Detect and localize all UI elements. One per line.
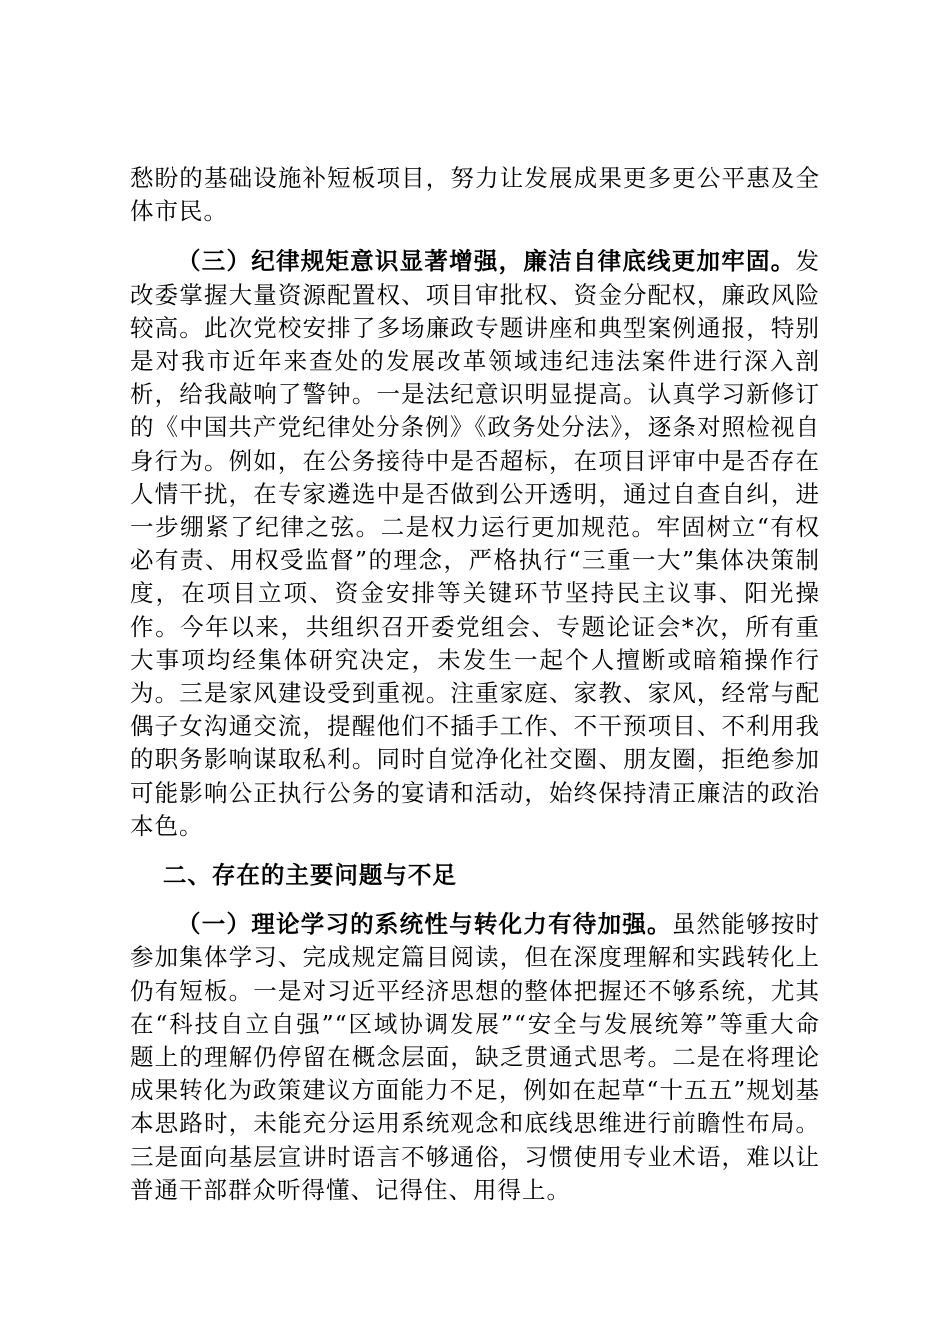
paragraph-continuation: 愁盼的基础设施补短板项目，努力让发展成果更多更公平惠及全体市民。 <box>130 164 820 226</box>
paragraph-theory-study <box>130 908 820 1207</box>
section-heading-problems: 二、存在的主要问题与不足 <box>162 861 457 890</box>
paragraph-theory-study-heading: （一）理论学习的系统性与转化力有待加强。 <box>177 910 672 939</box>
paragraph-discipline-body: 发改委掌握大量资源配置权、项目审批权、资金分配权，廉政风险较高。此次党校安排了多场廉政专题讲座和典型案例通报，特别是对我市近年来查处的发展改革领域违纪违法案件进行深入剖析，给我敲响了警钟。一是法纪意识明显提高。认真学习新修订的《中国共产党纪律处分条例》《政务处分法》，逐条对照检视自身行为。例如，在公务接待中是否超标，在项目评审中是否存在人情干扰，在专家遴选中是否做到公开透明，通过自查自纠，进一步绷紧了纪律之弦。二是权力运行更加规范。牢固树立“有权必有责、用权受监督”的理念，严格执行“三重一大”集体决策制度，在项目立项、资金安排等关键环节坚持民主议事、阳光操作。今年以来，共组织召开委党组会、专题论证会*次，所有重大事项均经集体研究决定，未发生一起个人擅断或暗箱操作行为。三是家风建设受到重视。注重家庭、家教、家风，经常与配偶子女沟通交流，提醒他们不插手工作、不干预项目、不利用我的职务影响谋取私利。同时自觉净化社交圈、朋友圈，拒绝参加可能影响公正执行公务的宴请和活动，始终保持清正廉洁的政治本色。 <box>130 247 820 840</box>
document-body <box>130 162 820 1207</box>
paragraph-discipline <box>130 245 820 843</box>
paragraph-theory-study-body: 虽然能够按时参加集体学习、完成规定篇目阅读，但在深度理解和实践转化上仍有短板。一是对习近平经济思想的整体把握还不够系统，尤其在“科技自立自强”“区域协调发展”“安全与发展统筹”等重大命题上的理解仍停留在概念层面，缺乏贯通式思考。二是在将理论成果转化为政策建议方面能力不足，例如在起草“十五五”规划基本思路时，未能充分运用系统观念和底线思维进行前瞻性布局。三是面向基层宣讲时语言不够通俗，习惯使用专业术语，难以让普通干部群众听得懂、记得住、用得上。 <box>130 910 821 1204</box>
paragraph-discipline-heading: （三）纪律规矩意识显著增强，廉洁自律底线更加牢固。 <box>177 247 796 276</box>
